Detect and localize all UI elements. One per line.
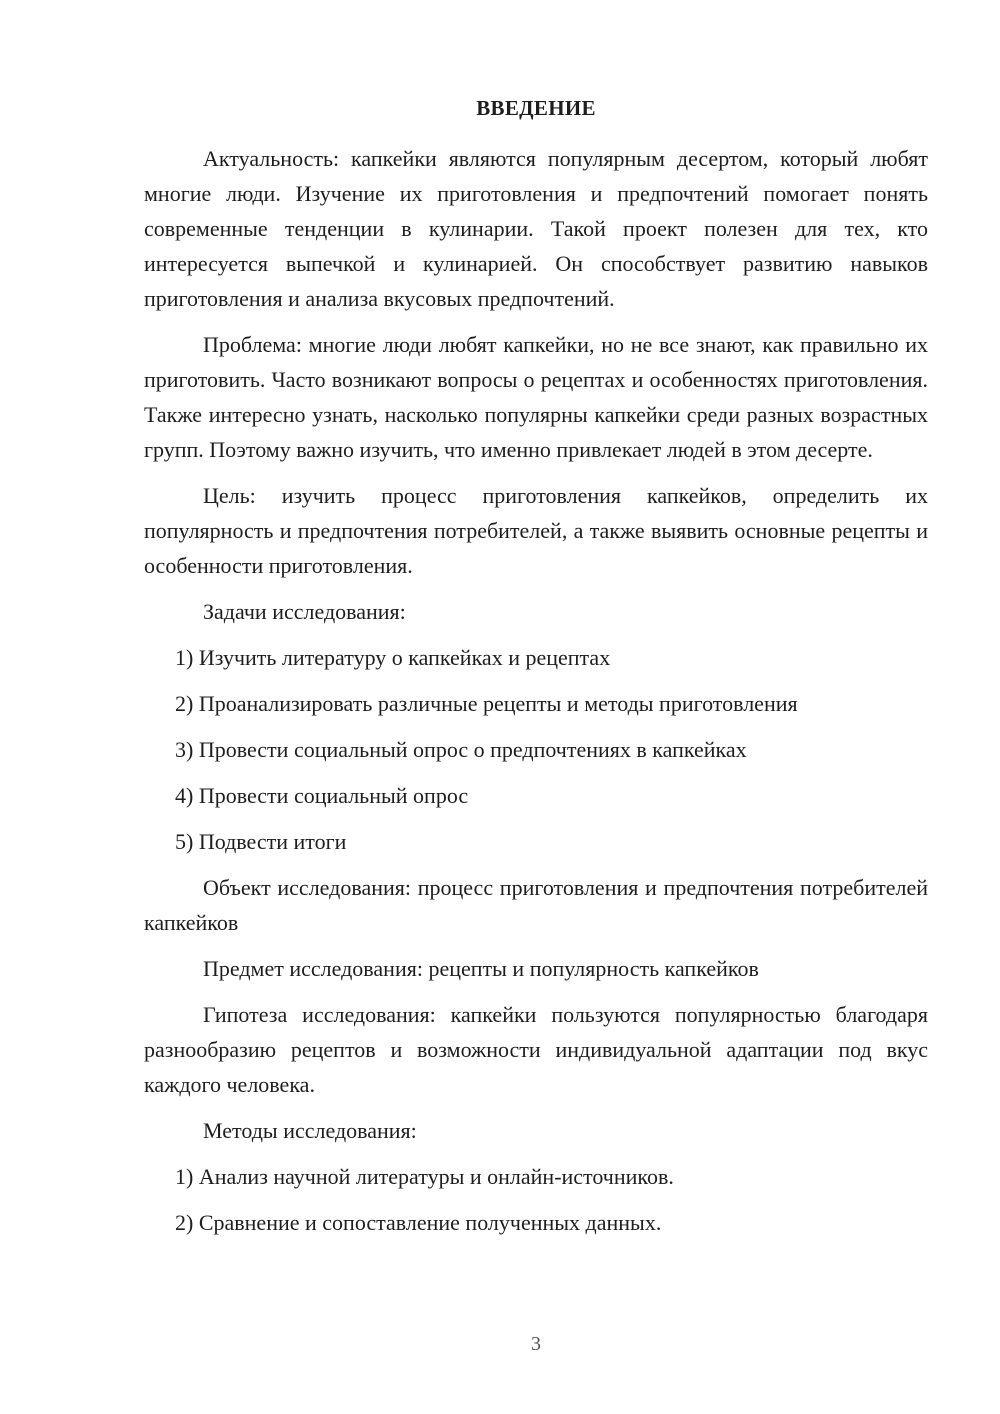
goal-paragraph: Цель: изучить процесс приготовления капкейков, определить их популярность и предпочтения потребителей, а также выявить основные рецепты и особенности приготовления.: [144, 483, 928, 578]
methods-heading: Методы исследования:: [203, 1118, 417, 1143]
method-item-2: 2) Сравнение и сопоставление полученных данных.: [175, 1210, 662, 1235]
subject-paragraph: Предмет исследования: рецепты и популярность капкейков: [203, 956, 759, 981]
page-number: 3: [531, 1333, 541, 1355]
task-item-1: 1) Изучить литературу о капкейках и рецептах: [175, 645, 611, 670]
page-title: ВВЕДЕНИЕ: [476, 96, 596, 120]
problem-paragraph: Проблема: многие люди любят капкейки, но не все знают, как правильно их приготовить. Часто возникают вопросы о рецептах и особенностях приготовления. Также интересно узнать, насколько популярны капкейки среди разных возрастных групп. Поэтому важно изучить, что именно привлекает людей в этом десерте.: [144, 332, 928, 462]
task-item-5: 5) Подвести итоги: [175, 829, 347, 854]
hypothesis-paragraph: Гипотеза исследования: капкейки пользуются популярностью благодаря разнообразию рецептов и возможности индивидуальной адаптации под вкус каждого человека.: [144, 1002, 928, 1097]
tasks-heading: Задачи исследования:: [203, 599, 406, 624]
task-item-2: 2) Проанализировать различные рецепты и методы приготовления: [175, 691, 798, 716]
document-body: [144, 141, 928, 1251]
method-item-1: 1) Анализ научной литературы и онлайн-источников.: [175, 1164, 674, 1189]
task-item-4: 4) Провести социальный опрос: [175, 783, 469, 808]
relevance-paragraph: Актуальность: капкейки являются популярным десертом, который любят многие люди. Изучение их приготовления и предпочтений помогает понять современные тенденции в кулинарии. Такой проект полезен для тех, кто интересуется выпечкой и кулинарией. Он способствует развитию навыков приготовления и анализа вкусовых предпочтений.: [144, 146, 928, 311]
object-paragraph: Объект исследования: процесс приготовления и предпочтения потребителей капкейков: [144, 875, 928, 935]
task-item-3: 3) Провести социальный опрос о предпочтениях в капкейках: [175, 737, 747, 762]
